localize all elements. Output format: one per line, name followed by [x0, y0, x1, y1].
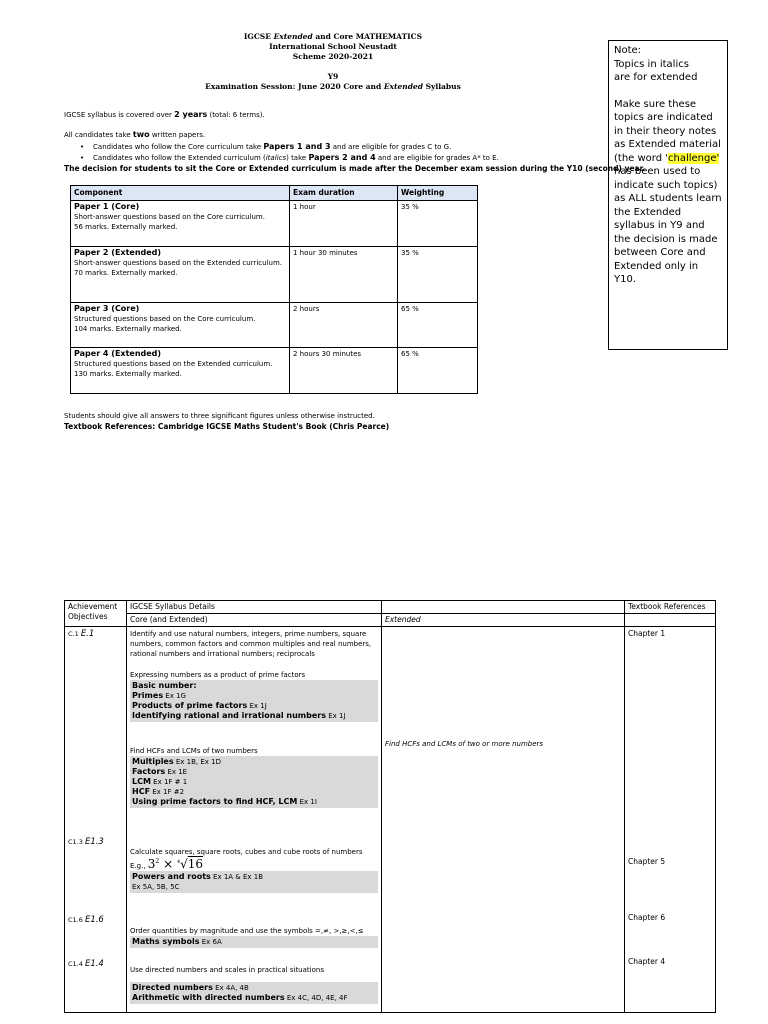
components-table [70, 185, 478, 394]
bullet-icon: • [80, 143, 85, 151]
chapter-ref: Chapter 6 [628, 913, 666, 922]
details-header: IGCSE Syllabus Details [127, 601, 382, 614]
chapter-ref: Chapter 4 [628, 957, 666, 966]
exercise-item: Using prime factors to find HCF, LCM Ex 1I [132, 797, 317, 806]
blank-subheader [625, 614, 716, 627]
weight-cell: 35 % [398, 201, 478, 247]
note-line: Topics in italics [614, 58, 689, 70]
duration-cell: 1 hour [290, 201, 398, 247]
core-description: Find HCFs and LCMs of two numbers [130, 747, 258, 755]
note-body: Make sure these topics are indicated in their theory notes as Extended material (the word 'challenge' has been used to indicate such topics) as ALL students learn the Extended syllabus in Y9 and the decision is made between Core and Extended only in Y10. [614, 98, 722, 285]
extended-description: Find HCFs and LCMs of two or more numbers [385, 740, 544, 748]
core-description: Identify and use natural numbers, integers, prime numbers, square numbers, common factors and common multiples and real numbers, rational numbers and irrational numbers; reciprocals [130, 630, 372, 658]
subheader-row [65, 614, 716, 627]
syllabus-duration: IGCSE syllabus is covered over 2 years (total: 6 terms). [64, 110, 265, 119]
core-details-cell [127, 627, 382, 1013]
core-description: Expressing numbers as a product of prime factors [130, 671, 306, 679]
objectives-cell [65, 627, 127, 1013]
exercise-item: Factors Ex 1E [132, 767, 188, 776]
exercise-item: Maths symbols Ex 6A [132, 937, 222, 946]
textbook-cell [625, 627, 716, 1013]
table-row [71, 303, 478, 348]
note-title: Note: [614, 45, 642, 56]
textbook-reference: Textbook References: Cambridge IGCSE Maths Student's Book (Chris Pearce) [64, 422, 390, 431]
extended-subheader: Extended [382, 614, 625, 627]
objective-c16: C1.6 E1.6 [68, 915, 104, 925]
col-component: Component [71, 186, 290, 201]
objective-c14: C1.4 E1.4 [68, 959, 104, 969]
year-label: Y9 [327, 72, 339, 81]
grey-exercise-block [130, 936, 378, 948]
bullet-icon: • [80, 154, 85, 162]
table-row [71, 201, 478, 247]
table-row [71, 348, 478, 394]
component-cell: Paper 2 (Extended) Short-answer questions based on the Extended curriculum. 70 marks. Externally marked. [71, 247, 290, 303]
bullet-extended: • Candidates who follow the Extended curriculum (italics) take Papers 2 and 4 and are eligible for grades A* to E. [80, 153, 499, 162]
col-duration: Exam duration [290, 186, 398, 201]
duration-cell: 2 hours [290, 303, 398, 348]
exercise-item: Arithmetic with directed numbers Ex 4C, 4D, 4E, 4F [132, 993, 348, 1002]
syllabus-table [64, 600, 716, 1013]
chapter-ref: Chapter 1 [628, 629, 666, 638]
syllabus-body-row [65, 627, 716, 1013]
exercise-item: Identifying rational and irrational numbers Ex 1J [132, 711, 346, 720]
weight-cell: 35 % [398, 247, 478, 303]
exercise-item: HCF Ex 1F #2 [132, 787, 185, 796]
section-symbols [130, 926, 378, 948]
exercise-item: Basic number: [132, 681, 197, 690]
grey-exercise-block [130, 982, 378, 1004]
grey-exercise-block [130, 680, 378, 722]
note-line: are for extended [614, 72, 698, 83]
core-subheader: Core (and Extended) [127, 614, 382, 627]
textbook-header: Textbook References [625, 601, 716, 614]
core-description: Order quantities by magnitude and use the symbols =,≠, >,≥,<,≤ [130, 927, 364, 935]
decision-note: The decision for students to sit the Core or Extended curriculum is made after the December exam session during the Y10 (second) year. [64, 164, 646, 173]
syllabus-header-row [65, 601, 716, 614]
section-directed [130, 965, 378, 1004]
core-description: Calculate squares, square roots, cubes and cube roots of numbers [130, 848, 363, 856]
exercise-item: Products of prime factors Ex 1J [132, 701, 267, 710]
col-weighting: Weighting [398, 186, 478, 201]
blank-header [382, 601, 625, 614]
example-expression: E.g., $3^2 \times ^4√16$ [130, 857, 204, 871]
component-cell: Paper 1 (Core) Short-answer questions based on the Core curriculum. 56 marks. Externally marked. [71, 201, 290, 247]
exercise-item: LCM Ex 1F # 1 [132, 777, 188, 786]
objective-c1: C.1 E.1 [68, 629, 95, 639]
objectives-header: Achievement Objectives [65, 601, 127, 627]
note-box [608, 40, 728, 350]
title-line: IGCSE Extended and Core MATHEMATICS [243, 32, 423, 41]
grey-exercise-block [130, 871, 378, 893]
duration-cell: 1 hour 30 minutes [290, 247, 398, 303]
scheme-year: Scheme 2020-2021 [292, 52, 374, 61]
exercise-item: Powers and roots Ex 1A & Ex 1B [132, 872, 264, 881]
core-description: Use directed numbers and scales in practical situations [130, 966, 324, 974]
weight-cell: 65 % [398, 348, 478, 394]
exercise-item: Ex 5A, 5B, 5C [132, 883, 180, 891]
objective-c13: C1.3 E1.3 [68, 837, 104, 847]
exercise-item: Directed numbers Ex 4A, 4B [132, 983, 249, 992]
extended-cell [382, 627, 625, 1013]
papers-intro: All candidates take two written papers. [64, 130, 206, 139]
grey-exercise-block [130, 756, 378, 808]
exercise-item: Primes Ex 1G [132, 691, 186, 700]
exam-session: Examination Session: June 2020 Core and Extended Syllabus [205, 82, 461, 91]
section-powers [130, 847, 378, 893]
component-cell: Paper 4 (Extended) Structured questions based on the Extended curriculum. 130 marks. Externally marked. [71, 348, 290, 394]
components-header-row [71, 186, 478, 201]
weight-cell: 65 % [398, 303, 478, 348]
exercise-item: Multiples Ex 1B, Ex 1D [132, 757, 221, 766]
document-header [150, 32, 516, 92]
challenge-highlight: challenge' [668, 152, 720, 164]
chapter-ref: Chapter 5 [628, 857, 666, 866]
table-row [71, 247, 478, 303]
bullet-core: • Candidates who follow the Core curriculum take Papers 1 and 3 and are eligible for grades C to G. [80, 142, 452, 151]
duration-cell: 2 hours 30 minutes [290, 348, 398, 394]
section-numbers [130, 629, 378, 808]
school-name: International School Neustadt [269, 42, 397, 51]
sig-fig-note: Students should give all answers to three significant figures unless otherwise instructed. [64, 412, 375, 420]
component-cell: Paper 3 (Core) Structured questions based on the Core curriculum. 104 marks. Externally marked. [71, 303, 290, 348]
